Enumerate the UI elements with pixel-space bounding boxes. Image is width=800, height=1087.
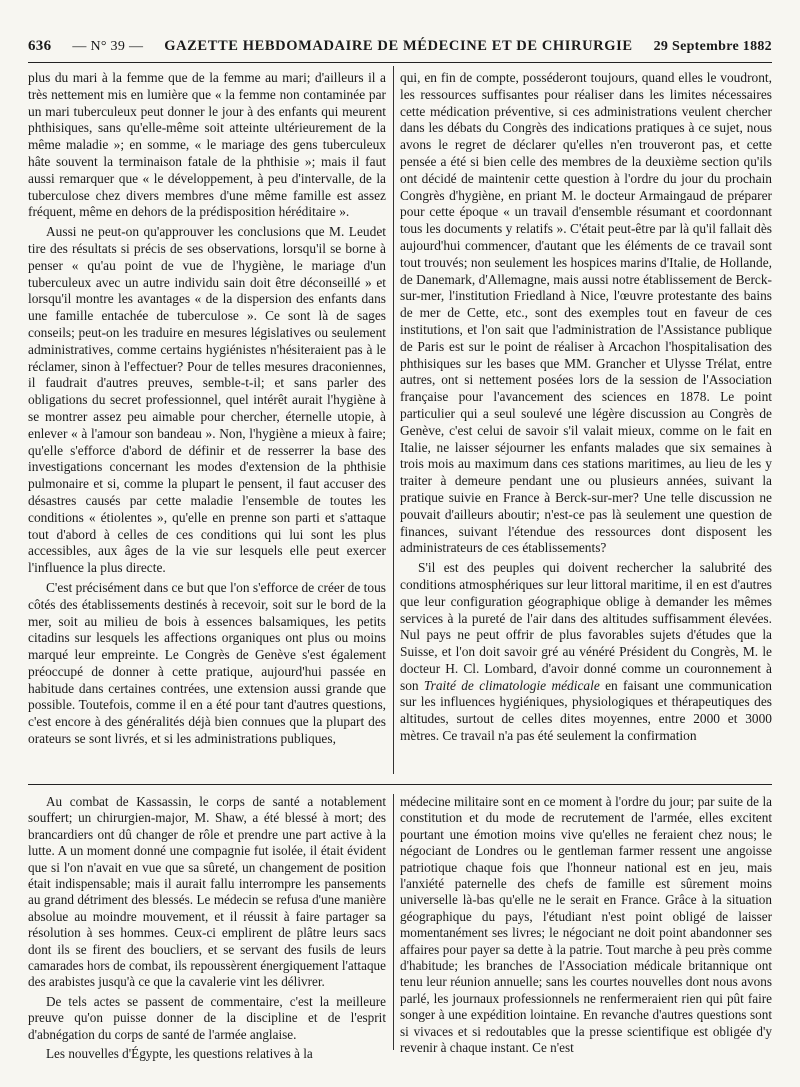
column-divider (393, 794, 394, 1050)
paragraph: Au combat de Kassassin, le corps de santé a notablement souffert; un chirurgien-major, M. Shaw, a été blessé à mort; des brancardiers ont dû changer de rôle et prendre une part active à la lutte. A un moment donné une compagnie fut isolée, il était évident que si l'on n'avait en vue que sa sûreté, un changement de position était indispensable; mais il aurait fallu interrompre les pansements au grand détriment des blessés. Le médecin se refusa d'une manière absolue au moindre mouvement, et il réussit à faire partager sa résolution à ses hommes. Ceux-ci emplirent de plâtre leurs sacs dont ils se firent des boucliers, et se servant des fusils de leurs camarades hors de combat, ils repoussèrent énergiquement l'attaque des arabistes jusqu'à ce que la cavalerie vint les délivrer. (28, 794, 386, 990)
feuilleton-column-left (28, 794, 386, 1062)
paragraph: C'est précisément dans ce but que l'on s'efforce de créer de tous côtés des établissements destinés à recevoir, soit sur le bord de la mer, soit au milieu de bois à essences balsamiques, les petits citadins sur lesquels les affections organiques ont plus ou moins marqué leur empreinte. Le Congrès de Genève s'est également préoccupé de donner à cette pratique, aujourd'hui passée en habitude dans certaines contrées, une extension aussi grande que possible. Toutefois, comme il en a été pour tant d'autres questions, c'est encore à des généralités déjà bien connues que la plupart des orateurs se sont livrés, et si les administrations publiques, (28, 579, 386, 747)
paragraph: De tels actes se passent de commentaire, c'est la meilleure preuve qu'on puisse donner de la discipline et de l'esprit d'abnégation du corps de santé de l'armée anglaise. (28, 993, 386, 1042)
italic-title: Traité de climatologie médicale (423, 677, 600, 693)
text-run: S'il est des peuples qui doivent rechercher la salubrité des conditions atmosphériques sur leur littoral maritime, il en est d'autres que leur configuration géographique oblige à demander les mêmes services à la pureté de l'air dans des altitudes suffisamment élevées. Nul pays ne peut offrir de plus favorables sujets d'études que la Suisse, et l'on doit savoir gré au vénéré Président du Congrès, M. le docteur H. Cl. Lombard, d'avoir donné comme un couronnement à son (400, 560, 772, 693)
page-header (28, 38, 772, 62)
paragraph: médecine militaire sont en ce moment à l'ordre du jour; par suite de la constitution et du mode de recrutement de l'armée, elles excitent pourtant une émotion moins vive qu'elles ne feraient chez nous; le négociant de Londres ou le gentleman farmer ressent une angoisse patriotique chaque fois que l'honneur national est en jeu, mais l'anxiété paternelle des chefs de famille est sûrement moins universelle là-bas qu'elle ne le serait en France. Grâce à la situation géographique du pays, l'étudiant n'est point obligé de laisser momentanément ses livres; le négociant ne doit point abandonner ses affaires pour payer sa dette à la patrie. Tout marche à peu près comme d'habitude; les branches de l'Association médicale britannique ont tenu leur réunion annuelle; sans les courtes nouvelles dont nous avons parlé, les journaux professionnels ne renfermeraient rien qui pût faire songer à une expédition lointaine. En revanche d'autres questions sont si vivaces et si redoutables que la presse scientifique est obligée d'y revenir à chaque instant. Ce n'est (400, 794, 772, 1056)
issue-date: 29 Septembre 1882 (653, 39, 772, 54)
header-rule (28, 62, 772, 63)
page-number: 636 (28, 38, 52, 54)
paragraph: qui, en fin de compte, posséderont toujours, quand elles le voudront, les ressources suffisantes pour réaliser dans les limites nécessaires cette médication préventive, si ces administrations veulent chercher dans les débats du Congrès des indications pratiques à ce sujet, nous avons le regret de déclarer qu'elles n'en trouveront pas, et cette pensée a été si bien celle des membres de la deuxième section qu'ils ont décidé de maintenir cette question à l'ordre du jour du prochain Congrès d'hygiène, en priant M. le docteur Armaingaud de préparer pour cette époque « un travail d'ensemble résumant et coordonnant tous les documents y relatifs ». C'était peut-être par là qu'il fallait dès aujourd'hui commencer, d'autant que les éléments de ce travail sont tout trouvés; non seulement les hospices marins d'Italie, de Hollande, de Danemark, d'Allemagne, mais aussi notre établissement de Berck-sur-mer, l'institution Friedland à Nice, l'œuvre protestante des bains de mer de Cette, etc., sont des exemples tout en faveur de ces institutions, et l'on sait que l'administration de l'Assistance publique de Paris est sur le point de réaliser à Arcachon l'hospitalisation des phthisiques sur les bases que MM. Grancher et Ulysse Trélat, entre autres, ont si nettement posées lors de la session de l'Association française pour l'avancement des sciences en 1878. Le point particulier qui a seul soulevé une légère discussion au Congrès de Genève, c'est celui de savoir s'il valait mieux, comme on le fait en Italie, ne laisser séjourner les enfants malades que six semaines à trois mois au maximum dans ces stations maritimes, au lieu de les y traiter à demeure pendant une ou plusieurs années, suivant la pratique suivie en France à Berck-sur-mer? Une telle discussion ne pouvait d'ailleurs aboutir; n'est-ce pas là seulement une question de finances, suivant l'étendue des ressources dont disposent les administrateurs de ces établissements? (400, 70, 772, 556)
paragraph: Les nouvelles d'Égypte, les questions relatives à la (46, 1046, 313, 1062)
paragraph: Aussi ne peut-on qu'approuver les conclusions que M. Leudet tire des résultats si précis de ses observations, lorsqu'il se borne à penser « qu'au point de vue de l'hygiène, le mariage d'un tuberculeux avec un autre individu sain doit être déconseillé » et lorsqu'il montre les avantages « de la dispersion des enfants dans une famille entachée de tuberculose ». Ce sont là de sages conseils; peut-on les traduire en mesures législatives ou seulement administratives, comme certains hygiénistes n'hésiteraient pas à le réclamer, sinon à l'effectuer? Pour de telles mesures draconiennes, il faudrait d'autres preuves, semble-t-il; et sans parler des obligations du secret professionnel, quel intérêt aurait l'hygiène à se montrer assez peu aimable pour chercher, éternelle utopie, à enlever « à l'amour son bandeau ». Non, l'hygiène a mieux à faire; qu'elle s'efforce d'abord de définir et de resserrer la base des investigations concernant les modes d'extension de la phthisie pulmonaire et si, comme la plupart le pensent, il faut accuser des désastres causés par cette maladie l'ensemble de toutes les conditions « étiolentes », qu'elle en prenne son parti et s'attaque tout d'abord à celles de ces conditions qui lui sont les plus accessibles, aux âges de la vie sur lesquels elle peut exercer l'influence la plus directe. (28, 224, 386, 576)
text-run: en faisant une communication sur les influences hygiéniques, physiologiques et thérapeutiques des altitudes, surtout de celles dites moyennes, entre 2000 et 3000 mètres. Ce travail n'a pas été seulement la confirmation (400, 677, 773, 744)
section-rule (28, 784, 772, 785)
column-divider (393, 66, 394, 774)
feuilleton-column-right (400, 794, 772, 1056)
issue-number: — N° 39 — (72, 39, 144, 54)
paragraph: plus du mari à la femme que de la femme au mari; d'ailleurs il a très nettement mis en lumière que « la femme non contaminée par un mari tuberculeux peut donner le jour à des enfants qui meurent phthisiques, sans qu'elle-même soit atteinte ultérieurement de la même maladie »; en somme, « le mariage des gens tuberculeux hâte souvent la terminaison fatale de la phthisie »; mais il faut aussi remarquer que « le développement, à peu d'intervalle, de la tuberculose chez divers membres d'une même famille est assez fréquent, même en dehors de la prédisposition héréditaire ». (28, 70, 386, 220)
article-column-left (28, 70, 386, 770)
paragraph (400, 560, 772, 745)
journal-title: GAZETTE HEBDOMADAIRE DE MÉDECINE ET DE CHIRURGIE (164, 38, 633, 54)
article-column-right (400, 70, 772, 770)
